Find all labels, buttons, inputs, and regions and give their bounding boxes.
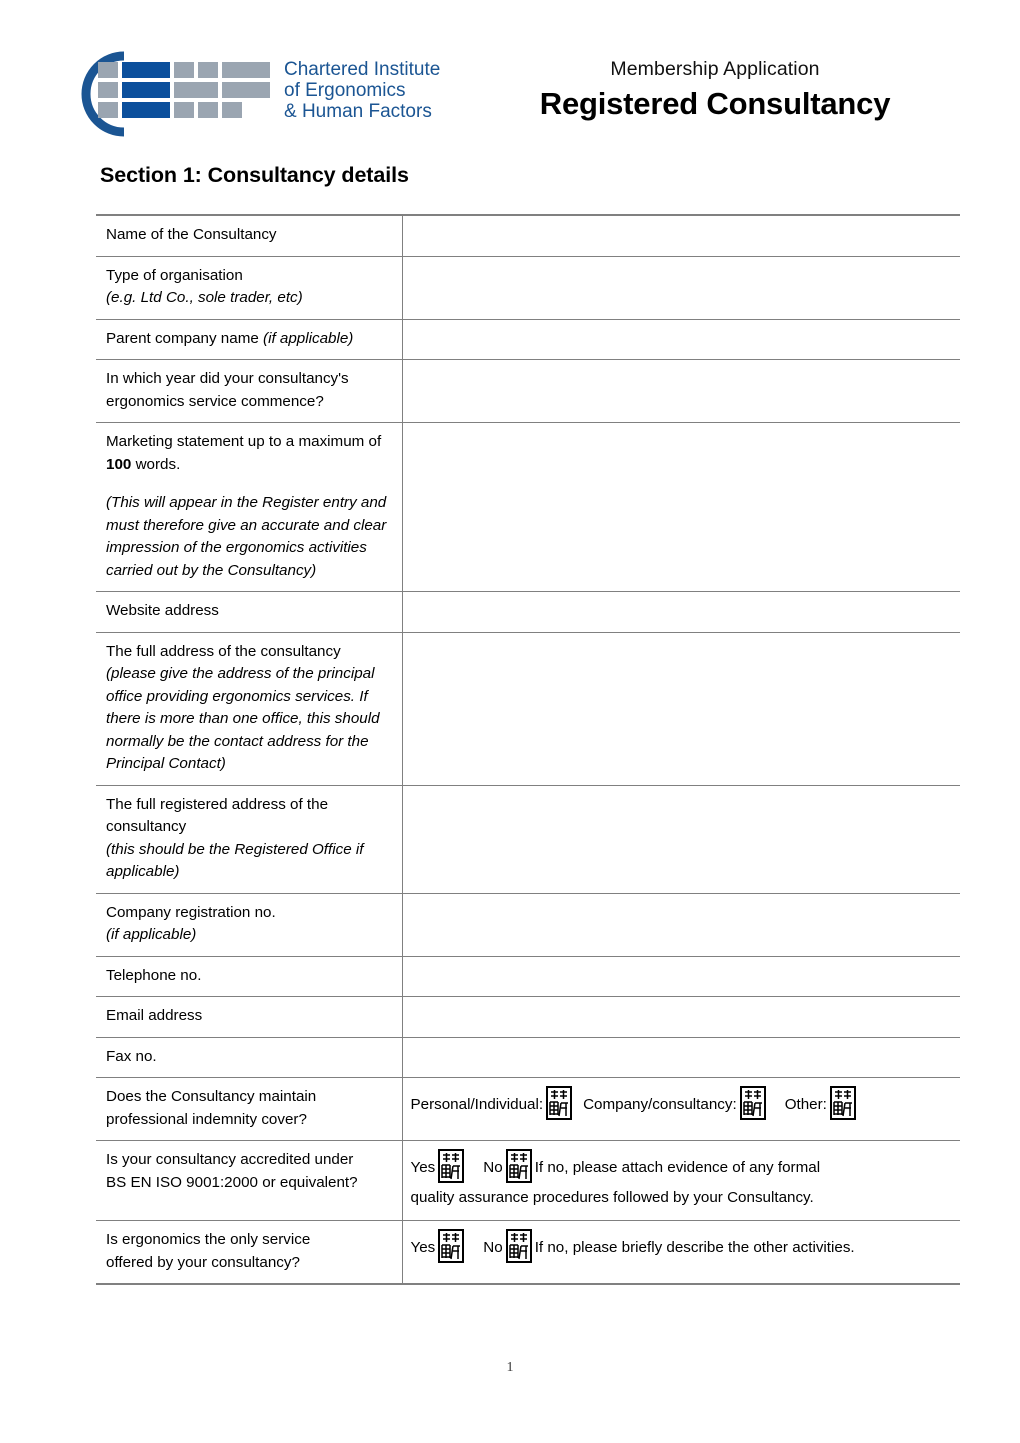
row-label-telephone-no	[96, 956, 402, 997]
row-label-type-of-organisation	[96, 256, 402, 319]
checkbox-tofu-icon[interactable]	[830, 1086, 856, 1120]
page-number: 1	[506, 1360, 514, 1375]
field-ergonomics-only-options	[402, 1221, 960, 1285]
field-parent-company[interactable]	[402, 319, 960, 360]
option-label-no: No	[483, 1159, 503, 1176]
table-row	[96, 256, 960, 319]
logo-text-line2: of Ergonomics	[284, 80, 406, 101]
field-iso-accreditation-options	[402, 1141, 960, 1221]
iso-note-line2: quality assurance procedures followed by your Consultancy.	[410, 1189, 814, 1206]
field-email-address[interactable]	[402, 997, 960, 1038]
table-row	[96, 893, 960, 956]
paragraph-spacer	[106, 476, 394, 492]
table-row	[96, 997, 960, 1038]
ciehf-logo	[62, 44, 462, 144]
label-text-line2: BS EN ISO 9001:2000 or equivalent?	[106, 1173, 358, 1191]
label-text-line2: ergonomics service commence?	[106, 392, 324, 410]
label-word-count: 100	[106, 455, 132, 473]
row-label-marketing-statement	[96, 423, 402, 592]
document-subtitle: Membership Application	[610, 58, 820, 80]
checkbox-tofu-icon[interactable]	[506, 1149, 532, 1183]
row-label-website-address	[96, 592, 402, 633]
ergonomics-note: If no, please briefly describe the other activities.	[534, 1239, 855, 1256]
label-text: Name of the Consultancy	[106, 226, 277, 243]
field-fax-no[interactable]	[402, 1037, 960, 1078]
label-text-line1: Is ergonomics the only service	[106, 1231, 311, 1248]
ciehf-logo-svg	[62, 44, 462, 144]
option-label-no: No	[483, 1239, 503, 1256]
checkbox-tofu-icon[interactable]	[740, 1086, 766, 1120]
label-text-line1: The full registered address of the	[106, 795, 329, 813]
table-row	[96, 956, 960, 997]
label-text	[106, 431, 394, 476]
row-label-email-address	[96, 997, 402, 1038]
ergonomics-option-group	[411, 1229, 953, 1265]
option-label-other: Other:	[784, 1096, 827, 1113]
document-header	[0, 0, 1020, 150]
label-part1: Marketing statement up to a maximum of	[106, 433, 382, 450]
logo-text-line1: Chartered Institute	[284, 59, 441, 80]
label-text: Parent company name	[106, 329, 264, 347]
field-indemnity-cover-options	[402, 1078, 960, 1141]
iso-option-group	[411, 1149, 953, 1185]
iso-note-line1: If no, please attach evidence of any formal	[534, 1159, 821, 1176]
row-label-consultancy-name	[96, 215, 402, 256]
row-label-parent-company	[96, 319, 402, 360]
option-label-personal: Personal/Individual:	[410, 1096, 544, 1113]
label-hint: (if applicable)	[263, 329, 354, 347]
field-marketing-statement[interactable]	[402, 423, 960, 592]
indemnity-option-group	[411, 1086, 953, 1122]
table-row	[96, 1078, 960, 1141]
field-registered-address[interactable]	[402, 785, 960, 893]
row-label-fax-no	[96, 1037, 402, 1078]
checkbox-tofu-icon[interactable]	[438, 1229, 464, 1263]
table-row	[96, 360, 960, 423]
label-text-line1: Does the Consultancy maintain	[106, 1088, 317, 1105]
checkbox-tofu-icon[interactable]	[438, 1149, 464, 1183]
field-telephone-no[interactable]	[402, 956, 960, 997]
label-hint: (please give the address of the principal office providing ergonomics services. If there is more than one office, this should normally be the contact address for the Principal Contact)	[106, 665, 380, 772]
option-label-yes: Yes	[410, 1159, 436, 1176]
label-text: Telephone no.	[106, 966, 202, 984]
field-service-commence-year[interactable]	[402, 360, 960, 423]
label-text-line2: offered by your consultancy?	[106, 1253, 300, 1271]
option-label-yes: Yes	[410, 1239, 436, 1256]
field-website-address[interactable]	[402, 592, 960, 633]
label-text-line2: professional indemnity cover?	[106, 1110, 307, 1128]
row-label-iso-accreditation	[96, 1141, 402, 1221]
checkbox-tofu-icon[interactable]	[506, 1229, 532, 1263]
table-row	[96, 632, 960, 785]
row-label-service-commence-year	[96, 360, 402, 423]
field-consultancy-name[interactable]	[402, 215, 960, 256]
label-text-line1: Is your consultancy accredited under	[106, 1151, 354, 1168]
label-text: Fax no.	[106, 1047, 157, 1065]
table-row	[96, 319, 960, 360]
table-row	[96, 1037, 960, 1078]
row-label-ergonomics-only-service	[96, 1221, 402, 1285]
label-text-line2: consultancy	[106, 818, 187, 835]
checkbox-tofu-icon[interactable]	[546, 1086, 572, 1120]
section-heading: Section 1: Consultancy details	[100, 163, 409, 187]
label-text-line1: In which year did your consultancy's	[106, 370, 349, 387]
table-row	[96, 1141, 960, 1221]
document-title: Registered Consultancy	[539, 86, 891, 121]
table-row	[96, 1221, 960, 1285]
label-text: The full address of the consultancy	[106, 642, 341, 660]
header-title-block	[470, 56, 960, 124]
field-type-of-organisation[interactable]	[402, 256, 960, 319]
label-hint: (e.g. Ltd Co., sole trader, etc)	[106, 289, 303, 306]
row-label-full-address	[96, 632, 402, 785]
label-hint: (This will appear in the Register entry and must therefore give an accurate and clear impression of the ergonomics activities carried out by the Consultancy)	[106, 494, 387, 579]
label-text: Website address	[106, 602, 219, 619]
label-text: Type of organisation	[106, 266, 243, 284]
row-label-indemnity-cover	[96, 1078, 402, 1141]
consultancy-details-table	[96, 214, 960, 1285]
label-hint: (if applicable)	[106, 926, 197, 943]
logo-text-line3: & Human Factors	[284, 101, 432, 122]
table-row	[96, 423, 960, 592]
label-hint: (this should be the Registered Office if applicable)	[106, 840, 364, 880]
table-row	[96, 785, 960, 893]
label-text: Email address	[106, 1007, 203, 1024]
label-text: Company registration no.	[106, 903, 276, 921]
label-part2: words.	[131, 455, 181, 473]
field-company-registration-no[interactable]	[402, 893, 960, 956]
row-label-registered-address	[96, 785, 402, 893]
option-label-company: Company/consultancy:	[583, 1096, 737, 1113]
row-label-company-registration-no	[96, 893, 402, 956]
table-row	[96, 592, 960, 633]
field-full-address[interactable]	[402, 632, 960, 785]
table-row	[96, 215, 960, 256]
